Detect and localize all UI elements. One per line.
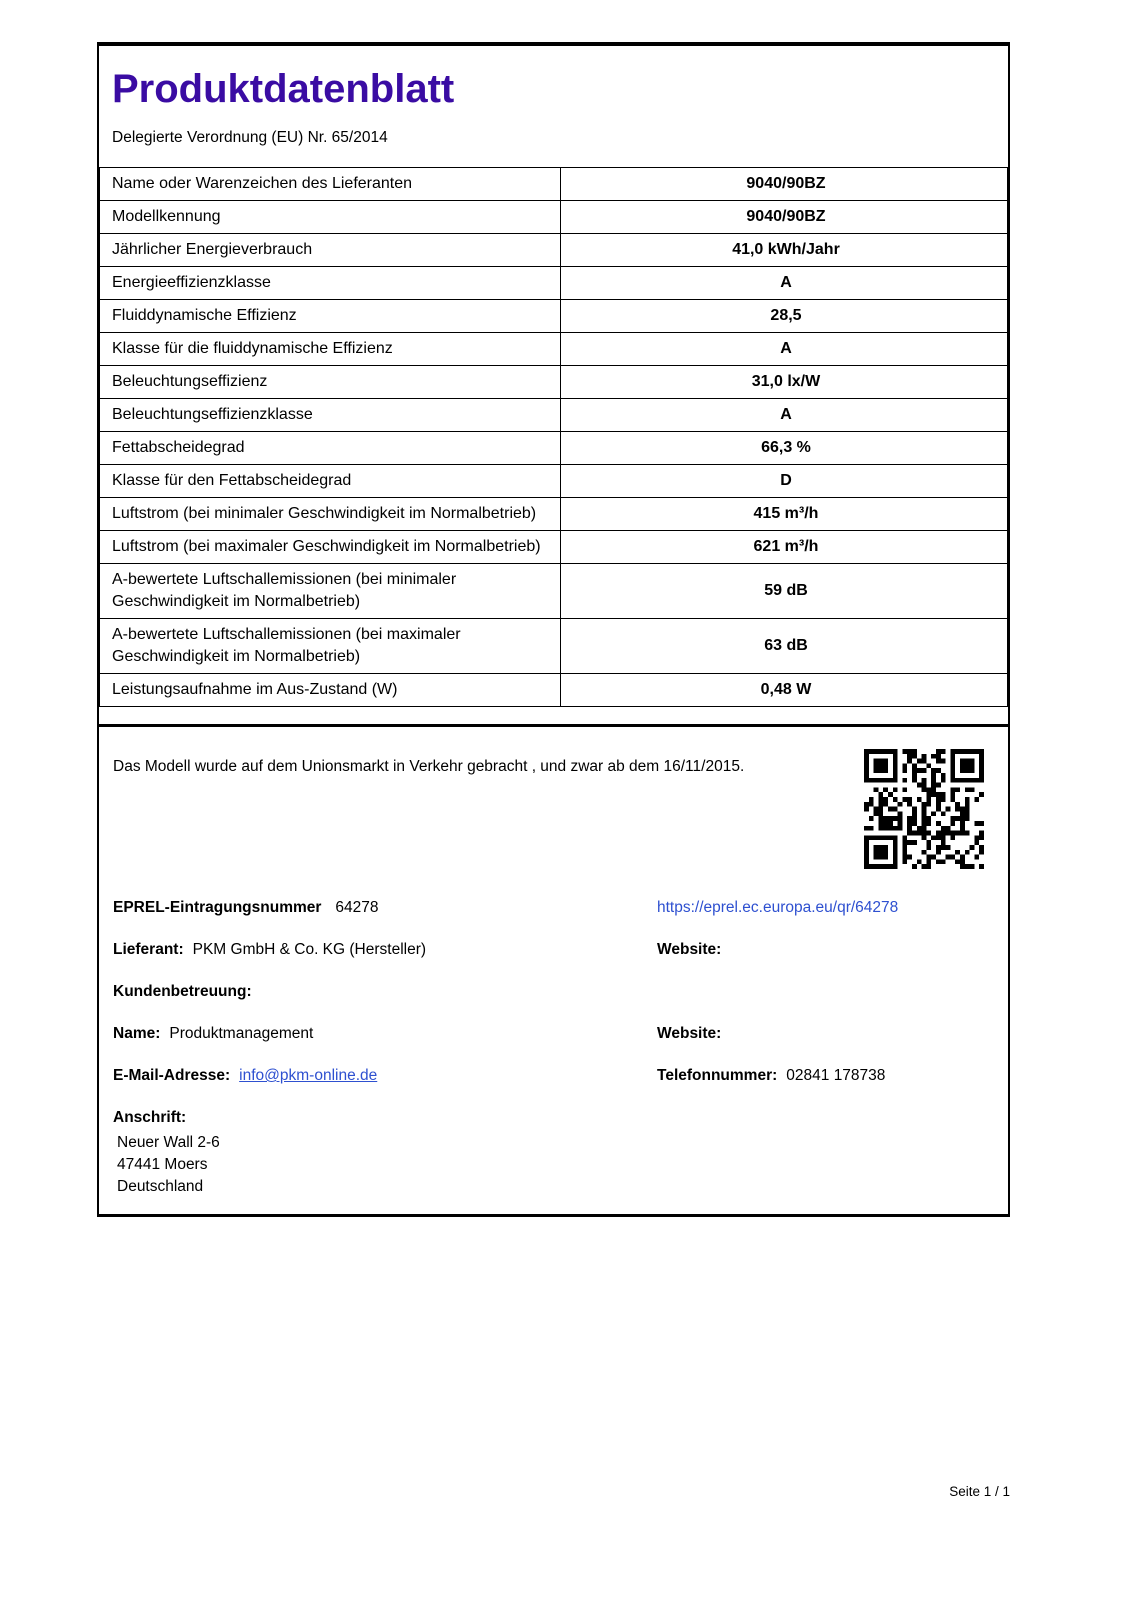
eprel-number: 64278	[335, 899, 379, 916]
spec-label: Modellkennung	[100, 201, 561, 234]
spec-value: D	[561, 465, 1008, 498]
spec-row	[100, 168, 1008, 201]
page-title: Produktdatenblatt	[112, 67, 455, 111]
section-gap	[99, 707, 1008, 724]
spec-label: A-bewertete Luftschallemissionen (bei maximaler Geschwindigkeit im Normalbetrieb)	[100, 619, 561, 674]
address-label: Anschrift:	[113, 1109, 187, 1126]
contact-name-row	[99, 1024, 1008, 1044]
spec-value: 415 m³/h	[561, 498, 1008, 531]
spec-label: Klasse für den Fettabscheidegrad	[100, 465, 561, 498]
spec-row	[100, 366, 1008, 399]
spec-row	[100, 531, 1008, 564]
customer-service-label: Kundenbetreuung:	[113, 983, 252, 1000]
spec-value: 9040/90BZ	[561, 168, 1008, 201]
email-link[interactable]: info@pkm-online.de	[239, 1067, 378, 1084]
spec-value: 66,3 %	[561, 432, 1008, 465]
spec-value: A	[561, 399, 1008, 432]
address-lines	[113, 1132, 1008, 1198]
document-header	[99, 46, 1008, 167]
spec-label: Klasse für die fluiddynamische Effizienz	[100, 333, 561, 366]
spec-label: Fettabscheidegrad	[100, 432, 561, 465]
spec-row	[100, 234, 1008, 267]
spec-value: 621 m³/h	[561, 531, 1008, 564]
spec-label: Beleuchtungseffizienz	[100, 366, 561, 399]
spec-row	[100, 465, 1008, 498]
spec-value: 59 dB	[561, 564, 1008, 619]
spec-row	[100, 564, 1008, 619]
eprel-link[interactable]: https://eprel.ec.europa.eu/qr/64278	[657, 899, 899, 916]
spec-row	[100, 399, 1008, 432]
address-line: Deutschland	[117, 1178, 204, 1195]
spec-row	[100, 619, 1008, 674]
spec-label: Jährlicher Energieverbrauch	[100, 234, 561, 267]
phone-group	[657, 1066, 885, 1086]
document-frame	[97, 42, 1010, 1217]
spec-table-body	[100, 168, 1008, 707]
spec-table	[99, 167, 1008, 707]
spec-label: Name oder Warenzeichen des Lieferanten	[100, 168, 561, 201]
spec-value: 28,5	[561, 300, 1008, 333]
email-row	[99, 1066, 1008, 1086]
page-number: Seite 1 / 1	[949, 1484, 1010, 1499]
spec-label: Beleuchtungseffizienzklasse	[100, 399, 561, 432]
address-block	[99, 1108, 1008, 1198]
spec-value: 41,0 kWh/Jahr	[561, 234, 1008, 267]
website-label-1: Website:	[657, 941, 722, 958]
email-label: E-Mail-Adresse:	[113, 1067, 231, 1084]
qr-code	[864, 749, 984, 869]
eprel-label: EPREL-Eintragungsnummer	[113, 899, 322, 916]
spec-label: Leistungsaufnahme im Aus-Zustand (W)	[100, 674, 561, 707]
contact-name-label: Name:	[113, 1025, 161, 1042]
spec-row	[100, 498, 1008, 531]
spec-value: A	[561, 333, 1008, 366]
website-label-2: Website:	[657, 1025, 722, 1042]
spec-label: Luftstrom (bei maximaler Geschwindigkeit im Normalbetrieb)	[100, 531, 561, 564]
supplier-label: Lieferant:	[113, 941, 184, 958]
spec-row	[100, 267, 1008, 300]
eprel-row	[99, 898, 1008, 918]
supplier-value: PKM GmbH & Co. KG (Hersteller)	[192, 941, 427, 958]
spec-row	[100, 333, 1008, 366]
contact-name-value: Produktmanagement	[169, 1025, 314, 1042]
spec-row	[100, 201, 1008, 234]
spec-value: 63 dB	[561, 619, 1008, 674]
spec-row	[100, 432, 1008, 465]
spec-label: Fluiddynamische Effizienz	[100, 300, 561, 333]
page-subtitle: Delegierte Verordnung (EU) Nr. 65/2014	[112, 129, 388, 146]
supplier-row	[99, 940, 1008, 960]
lower-section	[99, 724, 1008, 1214]
spec-label: Luftstrom (bei minimaler Geschwindigkeit im Normalbetrieb)	[100, 498, 561, 531]
phone-value: 02841 178738	[786, 1067, 886, 1084]
market-note: Das Modell wurde auf dem Unionsmarkt in Verkehr gebracht , und zwar ab dem 16/11/2015.	[113, 758, 745, 775]
spec-value: 0,48 W	[561, 674, 1008, 707]
address-line: 47441 Moers	[117, 1156, 208, 1173]
spec-value: A	[561, 267, 1008, 300]
address-line: Neuer Wall 2-6	[117, 1134, 220, 1151]
spec-row	[100, 674, 1008, 707]
spec-value: 31,0 lx/W	[561, 366, 1008, 399]
spec-value: 9040/90BZ	[561, 201, 1008, 234]
spec-row	[100, 300, 1008, 333]
contact-section	[99, 898, 1008, 1198]
phone-label: Telefonnummer:	[657, 1067, 778, 1084]
customer-service-row	[99, 982, 1008, 1002]
spec-label: A-bewertete Luftschallemissionen (bei minimaler Geschwindigkeit im Normalbetrieb)	[100, 564, 561, 619]
spec-label: Energieeffizienzklasse	[100, 267, 561, 300]
